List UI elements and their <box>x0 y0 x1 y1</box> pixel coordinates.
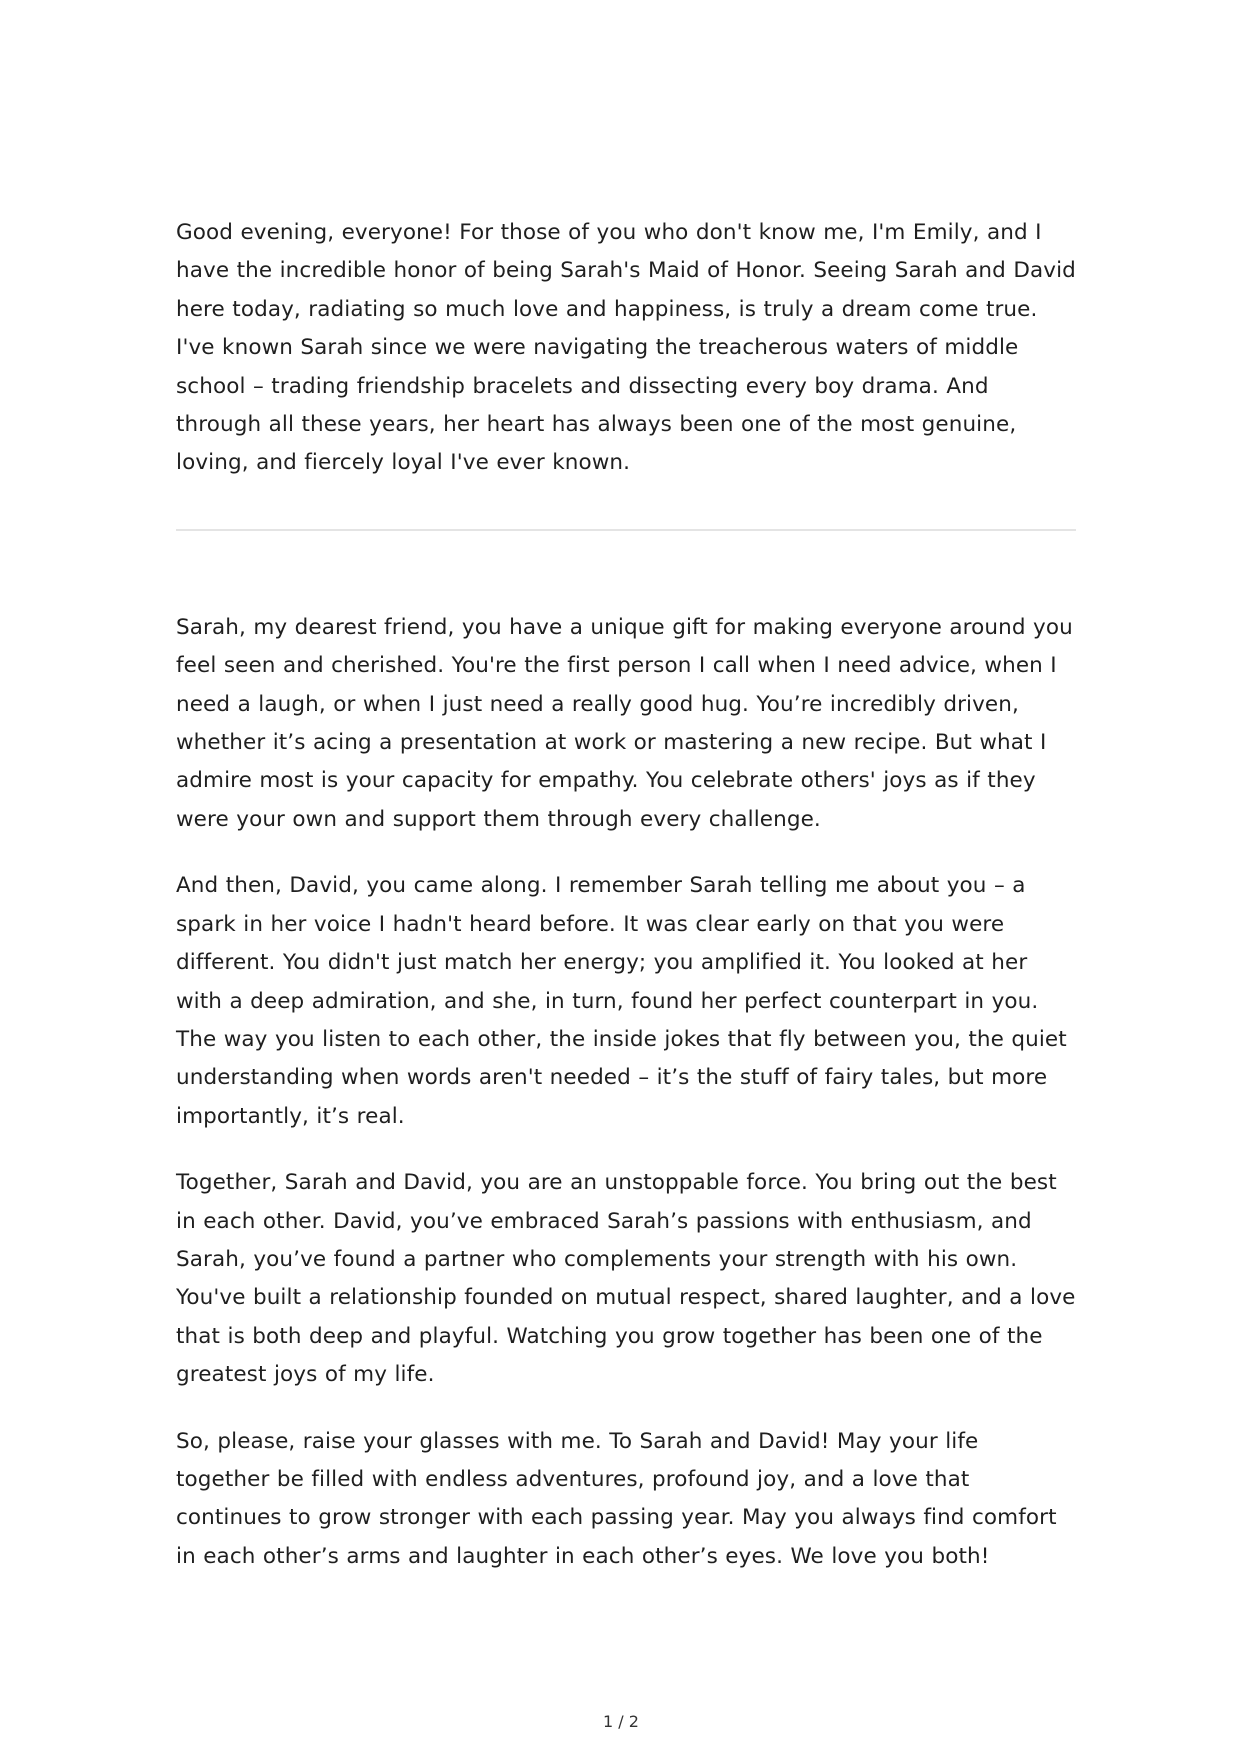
document-body <box>176 214 1076 1576</box>
speech-section <box>176 609 1076 1576</box>
paragraph-together: Together, Sarah and David, you are an unstoppable force. You bring out the best in each other. David, you’ve embraced Sarah’s passions with enthusiasm, and Sarah, you’ve found a partner who complements your strength with his own. You've built a relationship founded on mutual respect, shared laughter, and a love that is both deep and playful. Watching you grow together has been one of the greatest joys of my life. <box>176 1170 1076 1388</box>
intro-paragraph: Good evening, everyone! For those of you who don't know me, I'm Emily, and I have the incredible honor of being Sarah's Maid of Honor. Seeing Sarah and David here today, radiating so much love and happiness, is truly a dream come true. I've known Sarah since we were navigating the treacherous waters of middle school – trading friendship bracelets and dissecting every boy drama. And through all these years, her heart has always been one of the most genuine, loving, and fiercely loyal I've ever known. <box>176 220 1076 476</box>
paragraph-david: And then, David, you came along. I remember Sarah telling me about you – a spark in her voice I hadn't heard before. It was clear early on that you were different. You didn't just match her energy; you amplified it. You looked at her with a deep admiration, and she, in turn, found her perfect counterpart in you. The way you listen to each other, the inside jokes that fly between you, the quiet understanding when words aren't needed – it’s the stuff of fairy tales, but more importantly, it’s real. <box>176 873 1067 1129</box>
paragraph-sarah: Sarah, my dearest friend, you have a unique gift for making everyone around you feel seen and cherished. You're the first person I call when I need advice, when I need a laugh, or when I just need a really good hug. You’re incredibly driven, whether it’s acing a presentation at work or mastering a new recipe. But what I admire most is your capacity for empathy. You celebrate others' joys as if they were your own and support them through every challenge. <box>176 614 1073 832</box>
section-divider <box>176 529 1076 531</box>
page-number: 1 / 2 <box>603 1712 639 1731</box>
paragraph-toast: So, please, raise your glasses with me. To Sarah and David! May your life together be filled with endless adventures, profound joy, and a love that continues to grow stronger with each passing year. May you always find comfort in each other’s arms and laughter in each other’s eyes. We love you both! <box>176 1428 1057 1569</box>
